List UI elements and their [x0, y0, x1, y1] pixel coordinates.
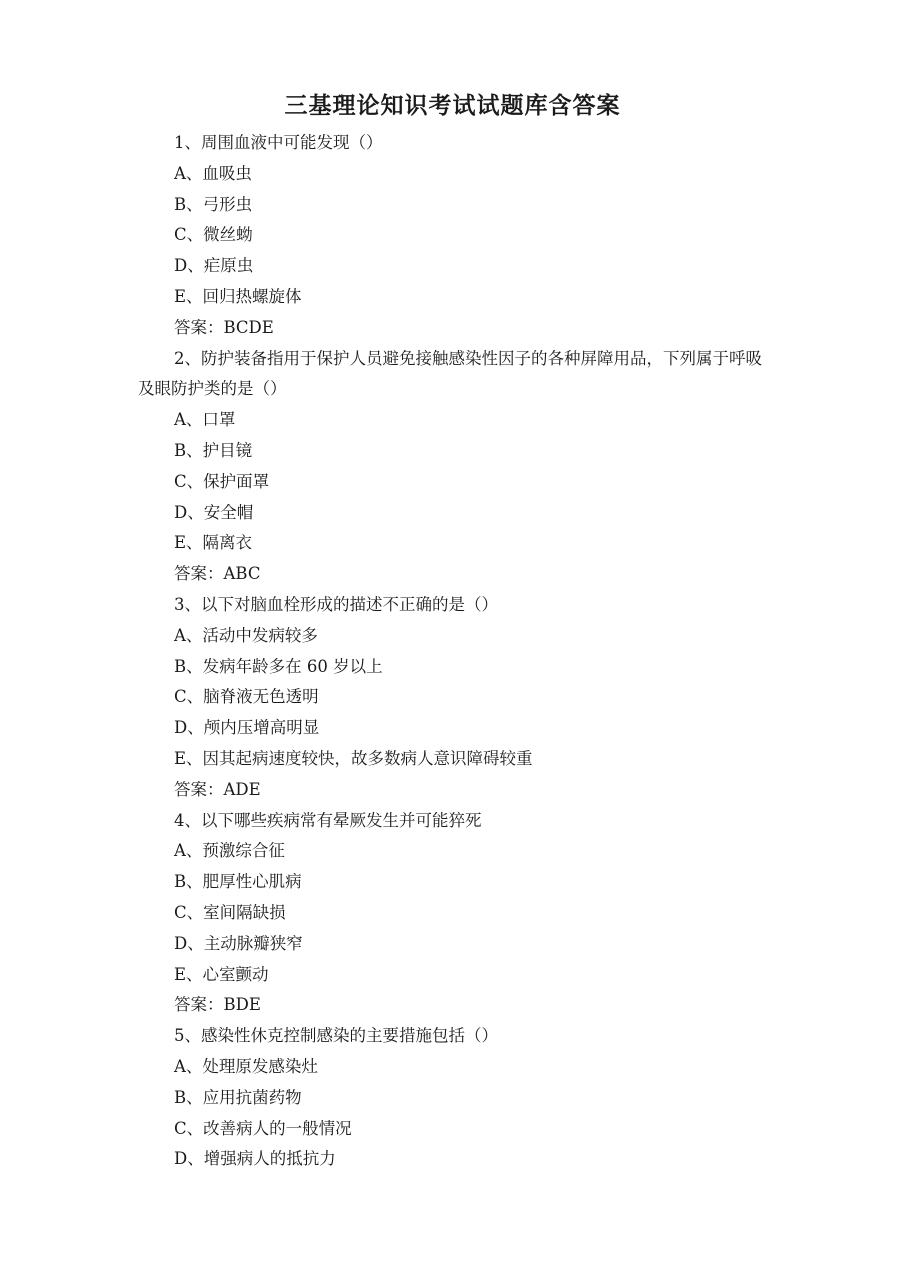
- option-b: B、护目镜: [174, 440, 253, 460]
- option-a: A、预激综合征: [174, 841, 285, 861]
- option-a: A、血吸虫: [174, 163, 252, 183]
- option-c: C、脑脊液无色透明: [174, 687, 319, 707]
- option-b: B、肥厚性心肌病: [174, 872, 302, 892]
- option-e: E、回归热螺旋体: [174, 286, 302, 306]
- question-4: [138, 806, 778, 1022]
- document-title: 三基理论知识考试试题库含答案: [284, 92, 621, 119]
- question-text: 2、防护装备指用于保护人员避免接触感染性因子的各种屏障用品，下列属于呼吸及眼防护类的是（）: [138, 348, 762, 399]
- question-text: 3、以下对脑血栓形成的描述不正确的是（）: [174, 594, 498, 614]
- question-text: 5、感染性休克控制感染的主要措施包括（）: [174, 1026, 498, 1046]
- answer: 答案：ABC: [174, 564, 261, 584]
- option-a: A、处理原发感染灶: [174, 1056, 318, 1076]
- question-2: [138, 344, 778, 590]
- option-e: E、隔离衣: [174, 533, 253, 553]
- option-c: C、室间隔缺损: [174, 902, 286, 922]
- question-text: 1、周围血液中可能发现（）: [174, 133, 383, 152]
- option-b: B、弓形虫: [174, 194, 253, 214]
- option-a: A、活动中发病较多: [174, 625, 318, 645]
- option-c: C、改善病人的一般情况: [174, 1118, 352, 1138]
- option-b: B、应用抗菌药物: [174, 1087, 302, 1107]
- option-a: A、口罩: [174, 410, 236, 430]
- question-3: [138, 590, 778, 806]
- option-d: D、增强病人的抵抗力: [174, 1149, 336, 1169]
- question-list: [138, 128, 778, 1175]
- option-d: D、安全帽: [174, 502, 254, 522]
- answer: 答案：BCDE: [174, 317, 274, 337]
- answer: 答案：BDE: [174, 995, 261, 1015]
- option-e: E、心室颤动: [174, 964, 269, 984]
- question-5: [138, 1021, 778, 1175]
- option-e: E、因其起病速度较快，故多数病人意识障碍较重: [174, 748, 533, 768]
- option-b: B、发病年龄多在 60 岁以上: [174, 656, 383, 676]
- option-c: C、微丝蚴: [174, 225, 253, 245]
- answer: 答案：ADE: [174, 779, 261, 799]
- option-d: D、疟原虫: [174, 256, 254, 276]
- question-1: [138, 128, 778, 344]
- option-d: D、颅内压增高明显: [174, 718, 320, 738]
- option-c: C、保护面罩: [174, 471, 270, 491]
- question-text: 4、以下哪些疾病常有晕厥发生并可能猝死: [174, 810, 482, 830]
- option-d: D、主动脉瓣狭窄: [174, 933, 303, 953]
